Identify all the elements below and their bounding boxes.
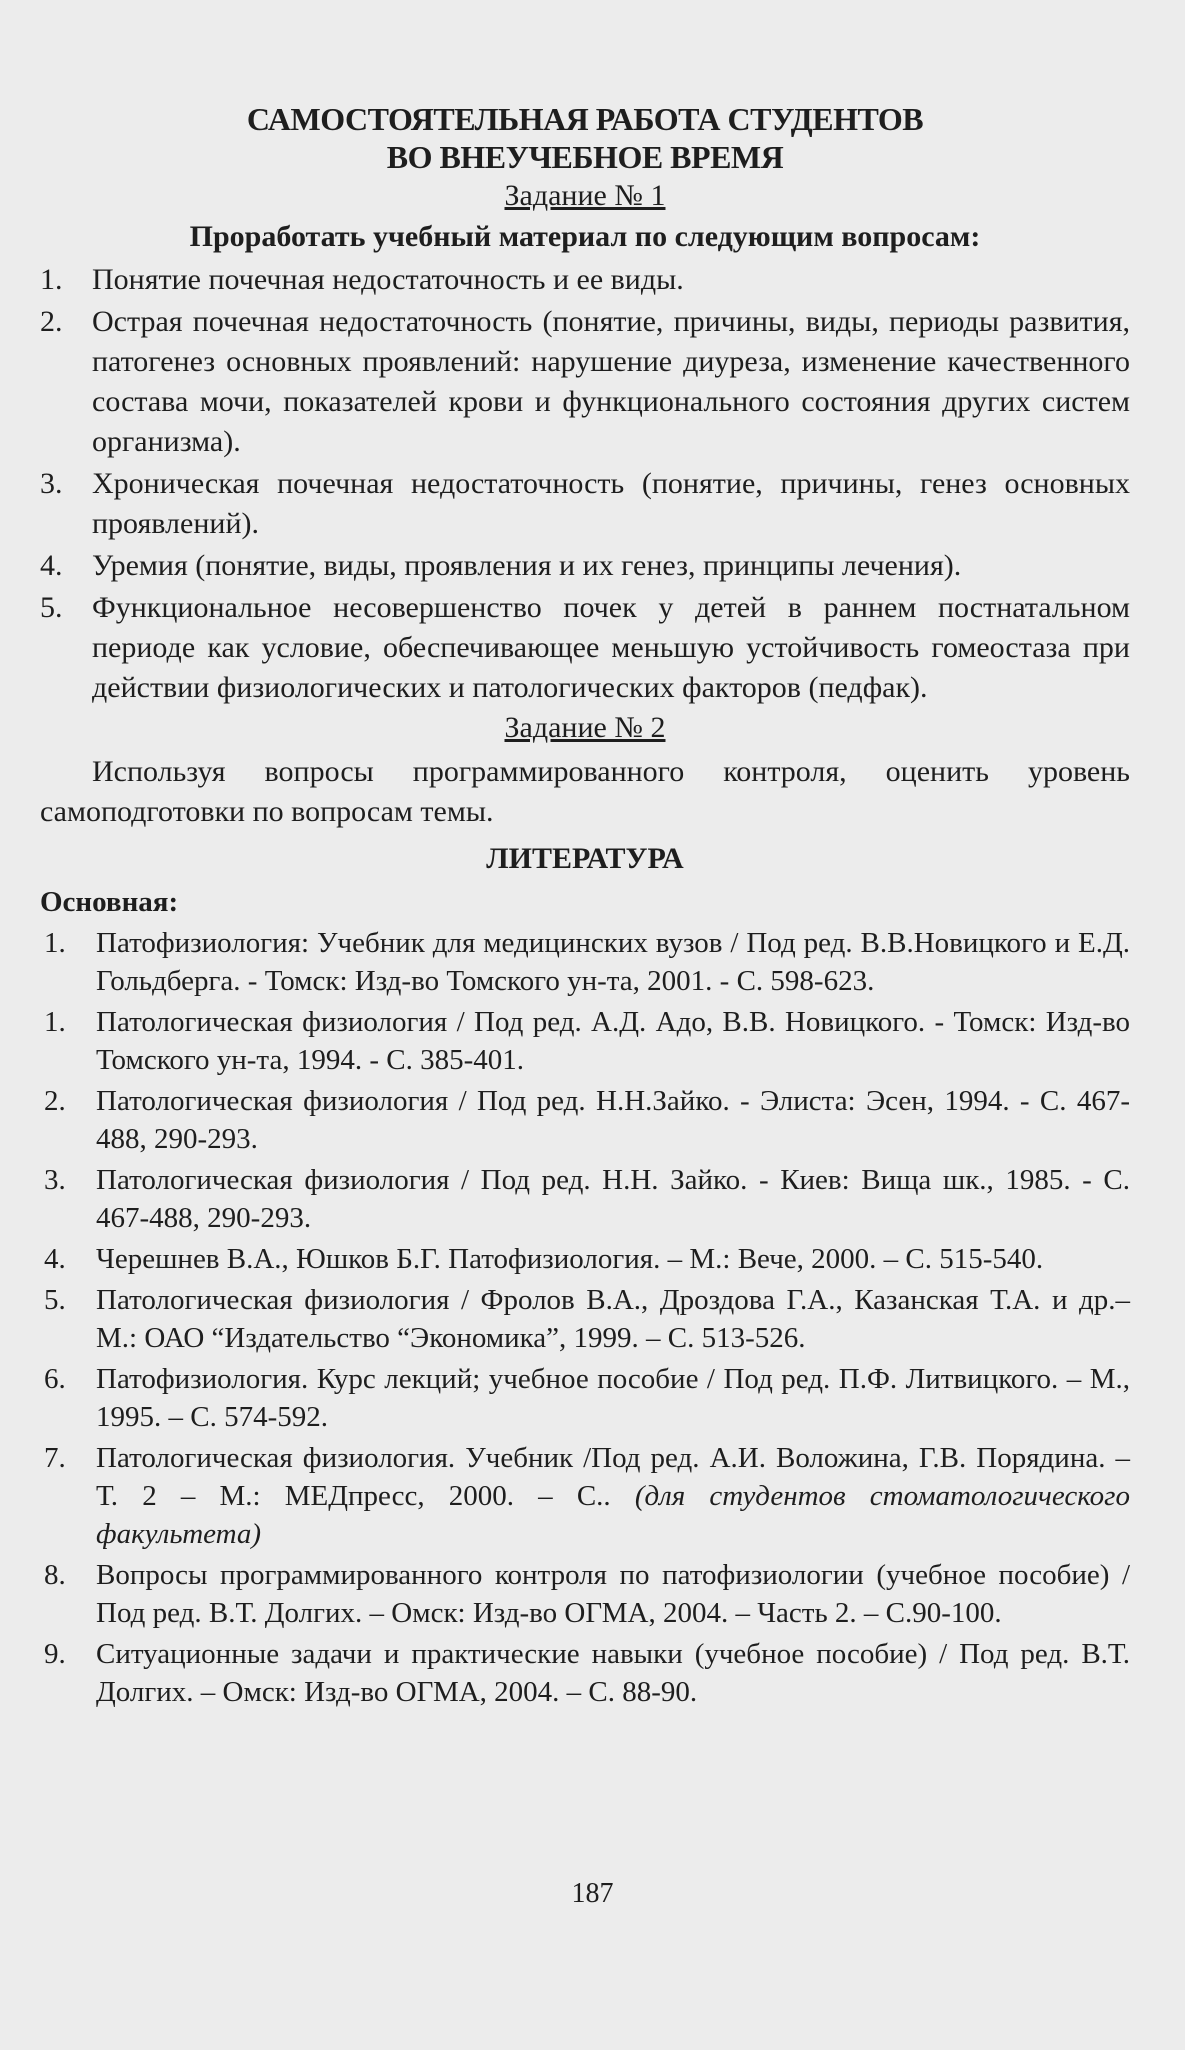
reference-number: 2. (44, 1085, 66, 1117)
reference-text: Ситуационные задачи и практические навыки (учебное пособие) / Под ред. В.Т. Долгих. – Омск: Изд-во ОГМА, 2004. – С. 88-90. (96, 1638, 1130, 1708)
task2-heading: Задание № 2 (504, 711, 666, 744)
task1-instruction: Проработать учебный материал по следующим вопросам: (189, 220, 981, 253)
reference-text: Черешнев В.А., Юшков Б.Г. Патофизиология. – М.: Вече, 2000. – С. 515-540. (96, 1243, 1044, 1275)
reference-number: 1. (44, 927, 66, 959)
reference-number: 7. (44, 1442, 66, 1474)
reference-text: Патологическая физиология / Под ред. Н.Н. Зайко. - Киев: Вища шк., 1985. - С. 467-488, 290-293. (96, 1164, 1130, 1234)
literature-subheading: Основная: (40, 886, 179, 918)
reference-number: 6. (44, 1363, 66, 1395)
question-number: 2. (40, 305, 63, 338)
reference-number: 9. (44, 1638, 66, 1670)
literature-heading: ЛИТЕРАТУРА (486, 842, 684, 875)
question-text: Острая почечная недостаточность (понятие, причины, виды, периоды развития, патогенез основных проявлений: нарушение диуреза, изменение качественного состава мочи, показателей крови и функционального состояния других систем организма). (92, 305, 1130, 458)
reference-text: Патофизиология. Курс лекций; учебное пособие / Под ред. П.Ф. Литвицкого. – М., 1995. – С. 574-592. (96, 1363, 1130, 1433)
question-number: 5. (40, 591, 63, 624)
reference-item (40, 1161, 1130, 1237)
task1-question-list (40, 260, 1130, 708)
question-number: 3. (40, 467, 63, 500)
question-number: 1. (40, 263, 63, 296)
reference-item (40, 1360, 1130, 1436)
reference-item (40, 1635, 1130, 1711)
reference-item (40, 924, 1130, 1000)
question-text: Функциональное несовершенство почек у детей в раннем постнатальном периоде как условие, обеспечивающее меньшую устойчивость гомеостаза при действии физиологических и патологических факторов (педфак). (92, 591, 1130, 704)
reference-text: Вопросы программированного контроля по патофизиологии (учебное пособие) / Под ред. В.Т. Долгих. – Омск: Изд-во ОГМА, 2004. – Часть 2. – С.90-100. (96, 1559, 1130, 1629)
page-number: 187 (571, 1878, 614, 1909)
reference-item (40, 1556, 1130, 1632)
task2-text: Используя вопросы программированного контроля, оценить уровень самоподготовки по вопросам темы. (40, 755, 1130, 828)
page-title-line-1: САМОСТОЯТЕЛЬНАЯ РАБОТА СТУДЕНТОВ (246, 101, 924, 137)
reference-number: 1. (44, 1006, 66, 1038)
reference-number: 4. (44, 1243, 66, 1275)
reference-text: Патофизиология: Учебник для медицинских вузов / Под ред. В.В.Новицкого и Е.Д. Гольдберга. - Томск: Изд-во Томского ун-та, 2001. - С. 598-623. (96, 927, 1130, 997)
reference-number: 5. (44, 1284, 66, 1316)
reference-item (40, 1281, 1130, 1357)
reference-text: Патологическая физиология / Под ред. А.Д. Адо, В.В. Новицкого. - Томск: Изд-во Томского ун-та, 1994. - С. 385-401. (96, 1006, 1130, 1076)
question-item (40, 464, 1130, 544)
question-text: Уремия (понятие, виды, проявления и их генез, принципы лечения). (92, 549, 962, 582)
question-text: Хроническая почечная недостаточность (понятие, причины, генез основных проявлений). (92, 467, 1130, 540)
reference-text: Патологическая физиология / Фролов В.А., Дроздова Г.А., Казанская Т.А. и др.– М.: ОАО “Издательство “Экономика”, 1999. – С. 513-526. (96, 1284, 1130, 1354)
task1-heading: Задание № 1 (504, 179, 666, 212)
reference-list (40, 924, 1130, 1711)
question-number: 4. (40, 549, 63, 582)
reference-item (40, 1082, 1130, 1158)
reference-item (40, 1240, 1130, 1278)
reference-text: Патологическая физиология / Под ред. Н.Н.Зайко. - Элиста: Эсен, 1994. - С. 467-488, 290-293. (96, 1085, 1130, 1155)
question-text: Понятие почечная недостаточность и ее виды. (92, 263, 684, 296)
reference-item (40, 1439, 1130, 1553)
question-item (40, 588, 1130, 708)
page-title-line-2: ВО ВНЕУЧЕБНОЕ ВРЕМЯ (386, 139, 784, 175)
reference-italic-note: (для студентов стоматологического факультета) (96, 1480, 1130, 1550)
reference-number: 3. (44, 1164, 66, 1196)
reference-text: Патологическая физиология. Учебник /Под ред. А.И. Воложина, Г.В. Порядина. – Т. 2 – М.: МЕДпресс, 2000. – С.. (96, 1442, 1130, 1512)
reference-item (40, 1003, 1130, 1079)
question-item (40, 260, 1130, 300)
question-item (40, 302, 1130, 462)
reference-number: 8. (44, 1559, 66, 1591)
question-item (40, 546, 1130, 586)
